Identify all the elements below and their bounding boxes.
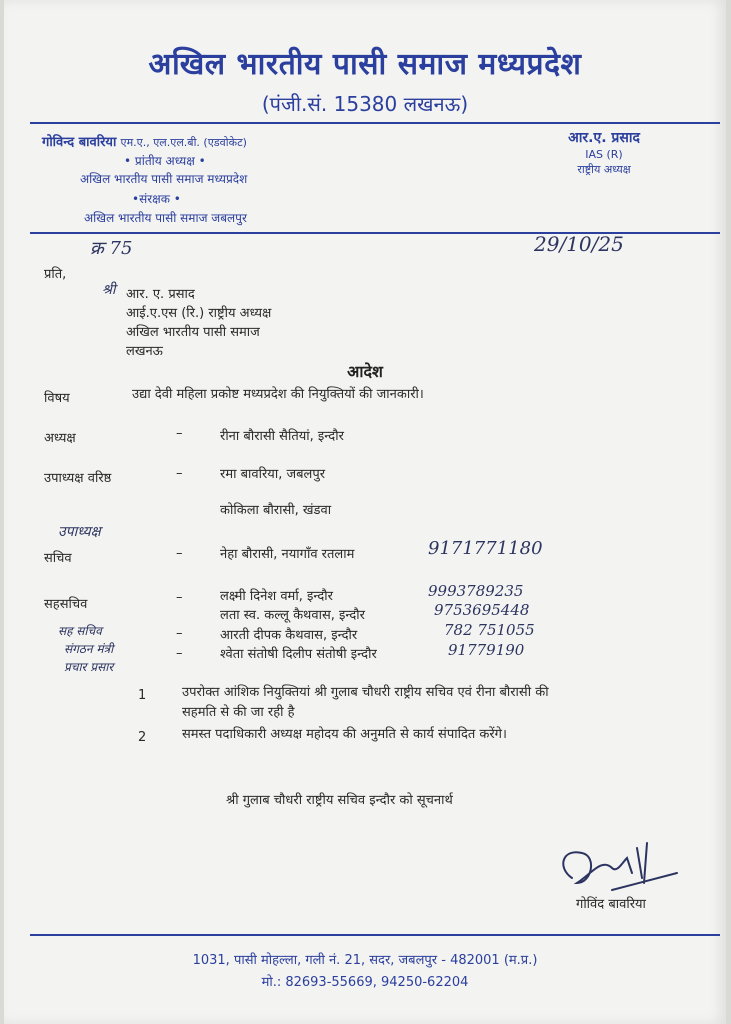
sender-name: गोविन्द बावरिया xyxy=(42,135,117,150)
aarti-mobile: 782 751055 xyxy=(444,621,535,639)
appointee-name: लता स्व. कल्लू कैथवास, इन्दौर xyxy=(220,608,365,623)
sender-degrees: एम.ए., एल.एल.बी. (एडवोकेट) xyxy=(120,136,247,149)
role-dash: – xyxy=(176,546,183,561)
appointee-name: रमा बावरिया, जबलपुर xyxy=(220,467,326,482)
recipient-header-title: IAS (R) xyxy=(585,148,623,161)
side-note-sahsachiv: सह सचिव xyxy=(58,624,102,638)
role-dash: – xyxy=(176,646,183,661)
handwritten-upadhyaksh: उपाध्यक्ष xyxy=(58,524,101,540)
signatory-name: गोविंद बावरिया xyxy=(576,897,646,912)
footer-address: 1031, पासी मोहल्ला, गली नं. 21, सदर, जबलपुर - 482001 (म.प्र.) xyxy=(192,953,538,968)
left-header-name xyxy=(42,132,247,150)
role-label: अध्यक्ष xyxy=(44,431,76,446)
side-note-sangathan: संगठन मंत्री xyxy=(64,642,114,656)
note-text: उपरोक्त आंशिक नियुक्तियां श्री गुलाब चौधरी राष्ट्रीय सचिव एवं रीना बौरासी की xyxy=(182,685,549,700)
appointee-name: कोकिला बौरासी, खंडवा xyxy=(220,503,332,518)
role-label: उपाध्यक्ष वरिष्ठ xyxy=(44,471,112,486)
signature-mark xyxy=(552,828,692,898)
role-dash: – xyxy=(176,426,183,441)
lata-mobile: 9753695448 xyxy=(434,601,530,619)
reference-number: क्र 75 xyxy=(90,238,133,259)
note-text: सहमति से की जा रही है xyxy=(182,705,295,720)
role-dash: – xyxy=(176,466,183,481)
sender-org-1: अखिल भारतीय पासी समाज मध्यप्रदेश xyxy=(80,172,248,186)
note-text: समस्त पदाधिकारी अध्यक्ष महोदय की अनुमति से कार्य संपादित करेंगे। xyxy=(182,727,507,742)
cc-line: श्री गुलाब चौधरी राष्ट्रीय सचिव इन्दौर को सूचनार्थ xyxy=(226,793,453,808)
secretary-mobile: 9171771180 xyxy=(428,538,543,559)
recipient-header-name: आर.ए. प्रसाद xyxy=(568,130,640,146)
shri-handwritten: श्री xyxy=(102,282,116,298)
letterhead-top-rule xyxy=(30,122,720,124)
role-label: सचिव xyxy=(44,551,72,566)
address-line-1: आर. ए. प्रसाद xyxy=(126,287,195,302)
prati-label: प्रति, xyxy=(44,267,67,282)
appointee-name: लक्ष्मी दिनेश वर्मा, इन्दौर xyxy=(220,589,333,604)
letter-date: 29/10/25 xyxy=(534,232,624,256)
order-heading: आदेश xyxy=(347,362,383,381)
recipient-header-role: राष्ट्रीय अध्यक्ष xyxy=(577,163,631,176)
subject-text: उद्या देवी महिला प्रकोष्ट मध्यप्रदेश की नियुक्तियों की जानकारी। xyxy=(132,387,424,402)
address-line-4: लखनऊ xyxy=(126,344,163,359)
role-dash: – xyxy=(176,590,183,605)
note-number: 2 xyxy=(138,730,147,745)
sender-org-2: अखिल भारतीय पासी समाज जबलपुर xyxy=(84,211,247,225)
sender-role-1: • प्रांतीय अध्यक्ष • xyxy=(124,154,206,168)
footer-rule xyxy=(30,934,720,936)
appointee-name: रीना बौरासी सैतियां, इन्दौर xyxy=(220,429,344,444)
registration-number: (पंजी.सं. 15380 लखनऊ) xyxy=(261,92,469,116)
address-line-3: अखिल भारतीय पासी समाज xyxy=(126,325,260,340)
laxmi-mobile: 9993789235 xyxy=(428,582,524,600)
role-label: सहसचिव xyxy=(44,597,88,612)
shweta-mobile: 91779190 xyxy=(448,641,525,659)
sender-role-2: •संरक्षक • xyxy=(132,192,181,206)
note-number: 1 xyxy=(138,688,147,703)
footer-mobile: मो.: 82693-55669, 94250-62204 xyxy=(261,975,469,990)
appointee-name: नेहा बौरासी, नयागाँव रतलाम xyxy=(220,547,355,562)
role-dash: – xyxy=(176,626,183,641)
appointee-name: श्वेता संतोषी दिलीप संतोषी इन्दौर xyxy=(220,647,377,662)
organization-title: अखिल भारतीय पासी समाज मध्यप्रदेश xyxy=(148,47,582,82)
address-line-2: आई.ए.एस (रि.) राष्ट्रीय अध्यक्ष xyxy=(126,306,272,321)
letter-page xyxy=(4,0,726,1024)
appointee-name: आरती दीपक कैथवास, इन्दौर xyxy=(220,628,358,643)
subject-label: विषय xyxy=(44,391,70,406)
side-note-prachar: प्रचार प्रसार xyxy=(64,660,114,674)
